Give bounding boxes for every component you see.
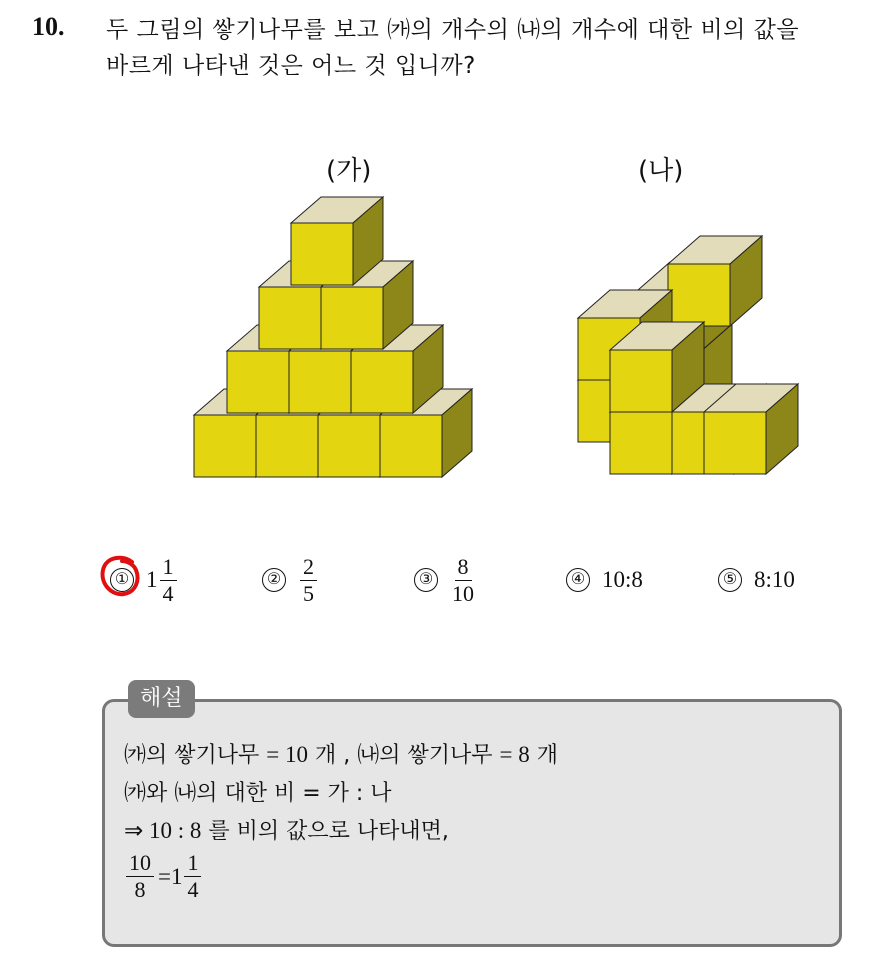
expl-result-fraction [184,850,201,903]
explanation-tag: 해설 [128,680,195,718]
choice-1-mark: ① [110,568,134,592]
line1-a: ㈎의 쌓기나무 [124,743,260,768]
expl-frac-denominator: 8 [134,877,146,902]
choice-3-numerator: 8 [455,554,472,581]
selected-circle-mark [98,552,142,600]
choice-5-mark: ⑤ [718,568,742,592]
figure-label-ga: (가) [326,156,372,186]
choice-2-denominator: 5 [303,580,314,606]
line1-b: = 10 [266,742,308,767]
choice-1-whole: 1 [146,567,158,592]
choice-2-fraction [300,554,317,607]
explanation-line-4 [124,850,201,903]
choice-4-mark: ④ [566,568,590,592]
choice-4-text: 10:8 [602,567,643,592]
choice-2-mark: ② [262,568,286,592]
choice-3-mark: ③ [414,568,438,592]
choice-1-numerator: 1 [160,554,177,581]
expl-res-numerator: 1 [184,850,201,877]
explanation-line-3 [124,814,449,845]
choice-3[interactable] [414,548,474,612]
line1-e: 개 [536,743,558,768]
expl-fraction [126,850,154,903]
explanation-line-1 [124,738,558,769]
choice-3-fraction [452,554,474,607]
question-number: 10. [32,12,65,41]
cube-stack-na [570,230,790,485]
expl-equals: =1 [158,863,183,889]
choice-3-denominator: 10 [452,580,474,606]
line3-b: 를 비의 값으로 나타내면, [208,819,449,844]
cube-na [668,236,762,326]
cube-stack-ga [190,195,490,485]
choice-4[interactable] [566,548,643,612]
question-line-1: 두 그림의 쌓기나무를 보고 ㈎의 개수의 ㈏의 개수에 대한 비의 값을 [106,17,800,43]
choice-1-fraction [160,554,177,607]
choice-1-denominator: 4 [162,580,174,606]
question-line-2: 바르게 나타낸 것은 어느 것 입니까? [106,53,476,79]
line1-c: 개 , ㈏의 쌓기나무 [315,743,493,768]
explanation-line-2: ㈎와 ㈏의 대한 비 = 가 : 나 [124,781,392,806]
expl-res-denominator: 4 [187,877,199,902]
question-text [106,12,876,84]
line1-d: = 8 [499,742,530,767]
figure-label-na: (나) [638,156,684,186]
choice-5-text: 8:10 [754,567,795,592]
choice-2[interactable] [262,548,317,612]
line3-a: ⇒ 10 : 8 [124,818,202,843]
choice-5[interactable] [718,548,795,612]
expl-frac-numerator: 10 [126,850,154,877]
choice-2-numerator: 2 [300,554,317,581]
